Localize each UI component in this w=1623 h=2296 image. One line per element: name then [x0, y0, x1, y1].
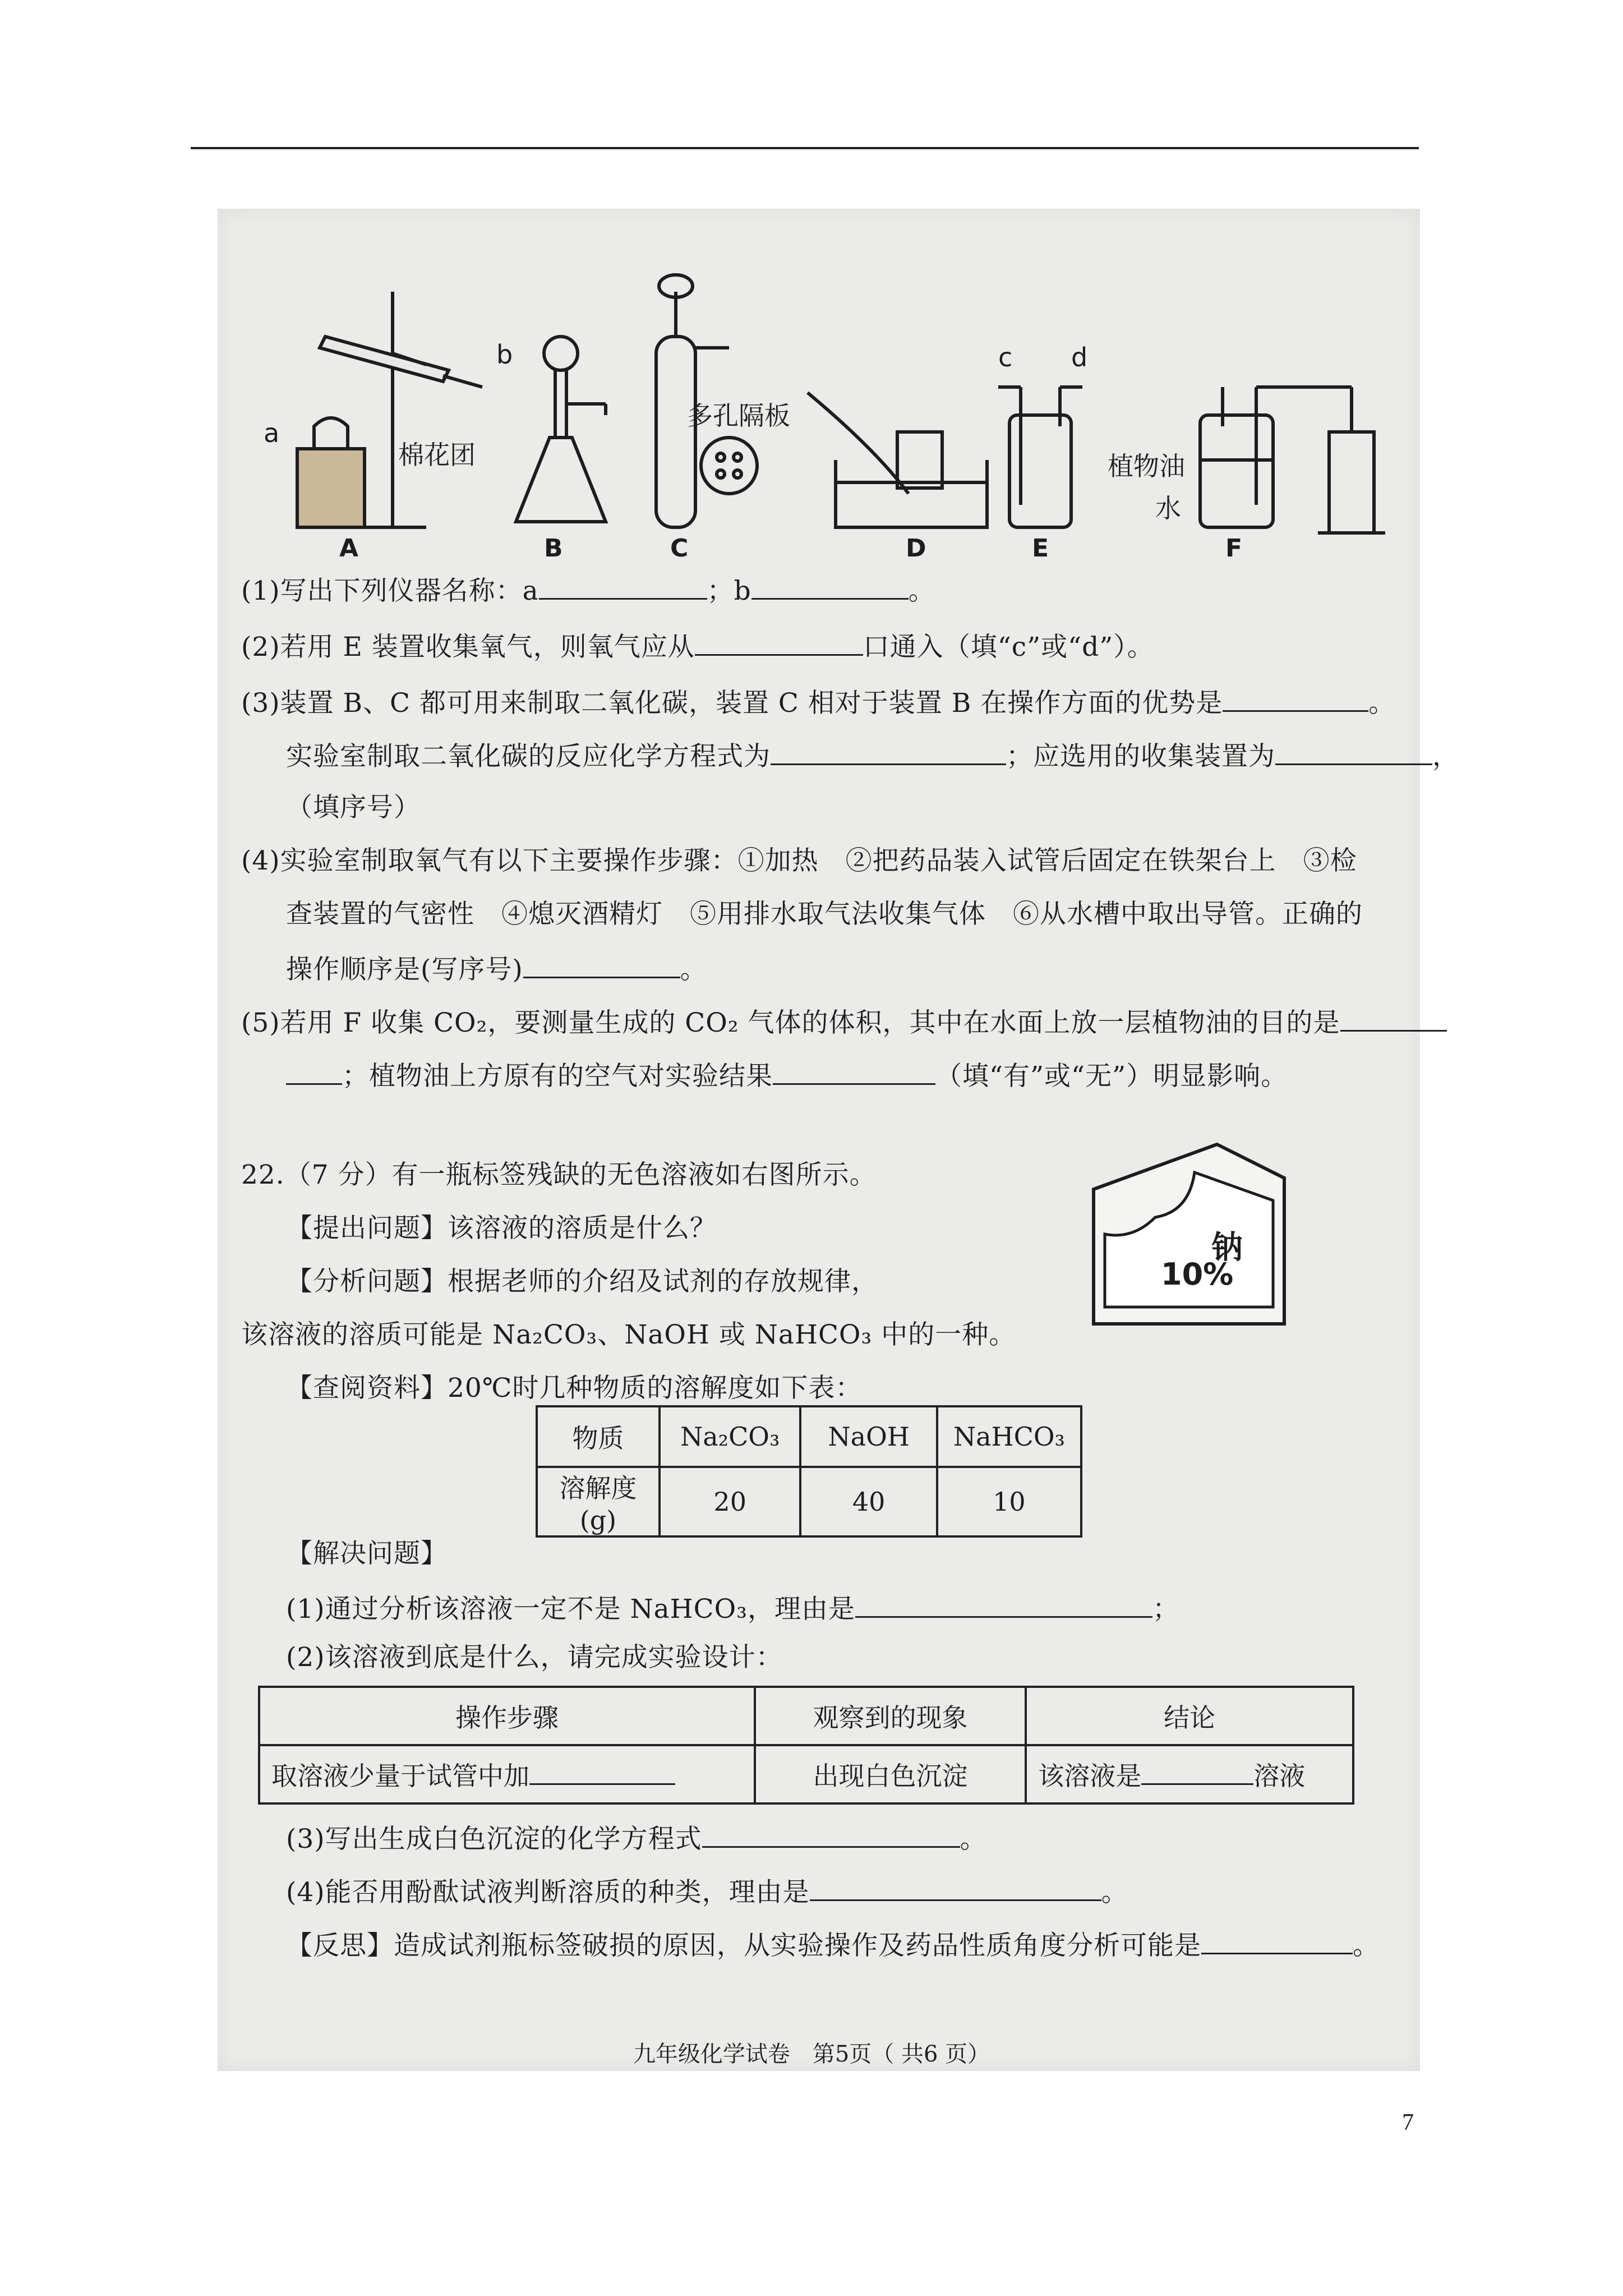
q21-line8: 操作顺序是(写序号) 。 — [286, 951, 707, 987]
answer-blank-phenolphthalein[interactable] — [810, 1874, 1101, 1901]
q22-s4: (4)能否用酚酞试液判断溶质的种类，理由是 。 — [286, 1874, 1128, 1910]
q21-line5: （填序号） — [286, 792, 421, 823]
q21-line9: (5)若用 F 收集 CO₂，要测量生成的 CO₂ 气体的体积，其中在水面上放一层植物油的目的是 — [241, 1004, 1447, 1040]
table-cell: 溶解度(g) — [537, 1467, 660, 1536]
q21-line6: (4)实验室制取氧气有以下主要操作步骤：①加热 ②把药品装入试管后固定在铁架台上 ③检 — [241, 845, 1357, 876]
answer-blank-equation2[interactable] — [702, 1820, 960, 1848]
table-cell: 出现白色沉淀 — [755, 1745, 1026, 1803]
q21-line10: ；植物油上方原有的空气对实验结果 （填“有”或“无”）明显影响。 — [286, 1057, 1288, 1093]
label-percentage: 10% — [1161, 1257, 1234, 1292]
table-header: Na₂CO₃ — [660, 1406, 801, 1467]
label-e: E — [1032, 534, 1049, 563]
table-header: NaHCO₃ — [937, 1406, 1081, 1467]
label-d: D — [906, 534, 926, 563]
q22-consult: 【查阅资料】20℃时几种物质的溶解度如下表： — [286, 1373, 863, 1404]
tag-a: a — [264, 418, 280, 448]
label-f: F — [1225, 534, 1243, 563]
q22-reflect: 【反思】造成试剂瓶标签破损的原因，从实验操作及药品性质角度分析可能是 。 — [286, 1927, 1380, 1963]
tag-b: b — [496, 339, 513, 370]
table-header: NaOH — [800, 1406, 937, 1467]
table-cell: 该溶液是 溶液 — [1026, 1745, 1353, 1803]
page-footer: 九年级化学试卷 第5页（ 共6 页） — [633, 2041, 990, 2067]
table-row — [259, 1687, 1353, 1745]
table-row — [259, 1745, 1353, 1803]
table-header: 物质 — [537, 1406, 660, 1467]
label-partial-text: 钠 — [1211, 1230, 1243, 1266]
solubility-table — [536, 1405, 1082, 1538]
q21-line4: 实验室制取二氧化碳的反应化学方程式为 ；应选用的收集装置为 ， — [286, 738, 1459, 774]
q22-solve: 【解决问题】 — [286, 1538, 448, 1569]
q21-line7: 查装置的气密性 ④熄灭酒精灯 ⑤用排水取气法收集气体 ⑥从水槽中取出导管。正确的 — [286, 899, 1363, 930]
answer-blank-reason[interactable] — [855, 1590, 1152, 1618]
table-cell: 20 — [660, 1467, 801, 1536]
answer-blank-solution[interactable] — [1141, 1757, 1253, 1785]
q22-raise: 【提出问题】该溶液的溶质是什么？ — [286, 1213, 717, 1244]
table-header: 结论 — [1026, 1687, 1353, 1745]
q22-s2: (2)该溶液到底是什么，请完成实验设计： — [286, 1642, 783, 1673]
tag-d: d — [1071, 342, 1088, 372]
table-cell: 40 — [800, 1467, 937, 1536]
q22-intro: 22.（7 分）有一瓶标签残缺的无色溶液如右图所示。 — [241, 1159, 877, 1190]
table-row — [537, 1406, 1081, 1467]
q22-analyze: 【分析问题】根据老师的介绍及试剂的存放规律， — [286, 1266, 878, 1297]
table-cell: 取溶液少量于试管中加 — [259, 1745, 755, 1803]
porous-plate-label: 多孔隔板 — [687, 401, 790, 431]
q21-line2: (2)若用 E 装置收集氧气，则氧气应从 口通入（填“c”或“d”）。 — [241, 628, 1154, 664]
label-b: B — [544, 534, 563, 563]
table-cell: 10 — [937, 1467, 1081, 1536]
tag-c: c — [998, 342, 1013, 372]
page-number: 7 — [1402, 2110, 1414, 2136]
q21-line1: (1)写出下列仪器名称：a ；b 。 — [241, 572, 935, 608]
veg-oil-label: 植物油 — [1108, 451, 1185, 481]
label-a: A — [339, 534, 359, 563]
experiment-table — [258, 1686, 1354, 1805]
water-label: 水 — [1155, 493, 1181, 523]
table-header: 观察到的现象 — [755, 1687, 1026, 1745]
answer-blank-reagent[interactable] — [529, 1757, 675, 1785]
table-header: 操作步骤 — [259, 1687, 755, 1745]
q22-s1: (1)通过分析该溶液一定不是 NaHCO₃，理由是 ； — [286, 1590, 1179, 1626]
q21-line3: (3)装置 B、C 都可用来制取二氧化碳，装置 C 相对于装置 B 在操作方面的优势是 。 — [241, 684, 1395, 720]
cotton-label: 棉花团 — [398, 440, 476, 470]
q22-s3: (3)写出生成白色沉淀的化学方程式 。 — [286, 1820, 987, 1856]
answer-blank-reflect[interactable] — [1201, 1927, 1353, 1954]
table-row — [537, 1467, 1081, 1536]
label-c: C — [670, 534, 689, 563]
q22-analyze2: 该溶液的溶质可能是 Na₂CO₃、NaOH 或 NaHCO₃ 中的一种。 — [241, 1319, 1016, 1350]
